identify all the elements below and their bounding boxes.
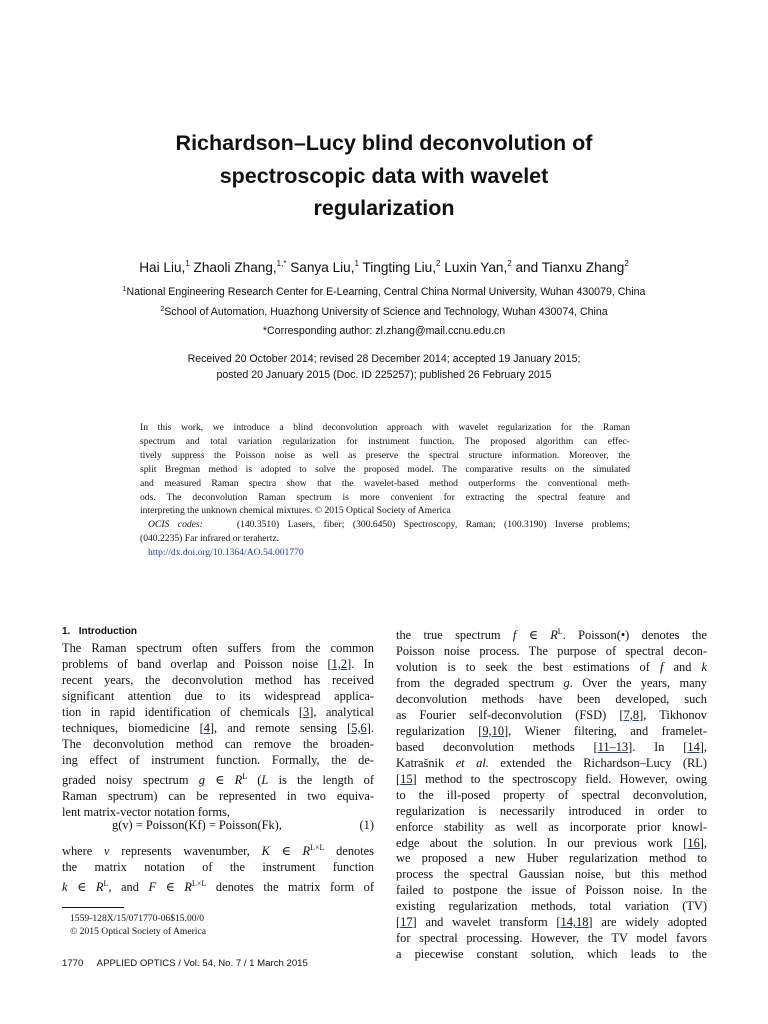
text-line: existing regularization methods, total variation (TV) (396, 899, 707, 914)
footnote-rule (62, 907, 124, 908)
issn-code: 1559-128X/15/071770-06$15.00/0 (70, 913, 205, 924)
text-line: deconvolution methods have been developed, such (396, 691, 707, 706)
author-affiliation-mark: 2 (507, 259, 512, 268)
text-line: as Fourier self-deconvolution (FSD) [7,8], Tikhonov (396, 707, 707, 722)
citation-link[interactable]: 17 (400, 915, 413, 930)
doi-link[interactable]: http://dx.doi.org/10.1364/AO.54.001770 (148, 547, 304, 559)
text-line: for spectral processing. However, the TV model favors (396, 931, 707, 946)
text-line: failed to postpone the issue of Poisson noise. In the (396, 883, 707, 898)
author-affiliation-mark: 1 (185, 259, 190, 268)
text-line: Raman spectrum) can be represented in two equiva- (62, 788, 374, 803)
text-line: process the spectral Gaussian noise, but this method (396, 867, 707, 882)
left-column-paragraph (62, 840, 374, 896)
author-affiliation-mark: 2 (436, 259, 441, 268)
author-name: Luxin Yan, (440, 260, 508, 275)
text-line: we proposed a new Huber regularization method to (396, 851, 707, 866)
text-line: significant attention due to its widespread applica- (62, 688, 374, 703)
equation-number: (1) (359, 818, 374, 832)
affiliation-text: School of Automation, Huazhong University of Science and Technology, Wuhan 430074, China (164, 306, 608, 318)
text-line: [15] method to the spectroscopy field. However, owing (396, 771, 707, 786)
citation-link[interactable]: 14,18 (560, 915, 589, 930)
ocis-label: OCIS codes: (148, 519, 203, 531)
text-line: a piecewise constant solution, which leads to the (396, 947, 707, 962)
left-column-paragraph (62, 641, 374, 821)
abstract-line: and measured Raman spectra show that the wavelet-based method outperforms the conventional meth- (140, 477, 630, 489)
abstract (140, 421, 630, 560)
abstract-line: In this work, we introduce a blind deconvolution approach with wavelet regularization for the Raman (140, 422, 630, 433)
text-line: the true spectrum f ∈ $R^L$. Poisson(•) denotes the (396, 627, 707, 643)
text-line: The Raman spectrum often suffers from the common (62, 641, 374, 655)
affiliation-mark: 2 (160, 306, 165, 313)
right-column-paragraph (396, 624, 707, 963)
author-name: Sanya Liu, (286, 260, 355, 275)
doi-line (140, 546, 630, 560)
abstract-line: tively suppress the Poisson noise as well as preserve the spectral structure information. Moreover, the (140, 449, 630, 461)
abstract-line: spectrum and total variation regularization for instrument function. The proposed algorithm can effec- (140, 435, 630, 447)
author-name: Zhaoli Zhang, (189, 260, 277, 275)
title-line: spectroscopic data with wavelet (219, 163, 549, 188)
text-line: from the degraded spectrum g. Over the years, many (396, 675, 707, 690)
text-line: to the ill-posed property of spectral deconvolution, (396, 787, 707, 802)
citation-link[interactable]: 7,8 (623, 707, 640, 722)
text-line: regularization is necessarily introduced in order to (396, 803, 707, 818)
paper-title (0, 127, 768, 225)
title-line: regularization (313, 196, 455, 220)
section-heading (62, 625, 137, 638)
author-name: Hai Liu, (139, 260, 186, 275)
history-line: Received 20 October 2014; revised 28 December 2014; accepted 19 January 2015; (187, 353, 581, 365)
author-name: and Tianxu Zhang (511, 260, 625, 275)
text-line: ing effect of instrument function. Formally, the de- (62, 752, 374, 767)
text-line: The deconvolution method can remove the broaden- (62, 736, 374, 751)
citation-link[interactable]: 14 (687, 739, 700, 754)
equation-expression: g(v) = Poisson(Kf) = Poisson(Fk), (112, 818, 282, 832)
citation-link[interactable]: 16 (687, 835, 700, 850)
corresponding-author: *Corresponding author: zl.zhang@mail.ccnu.edu.cn (262, 325, 506, 337)
text-line: Poisson noise process. The purpose of spectral decon- (396, 644, 707, 659)
citation-link[interactable]: 4 (203, 720, 210, 735)
text-line: volution is to seek the best estimations of f and k (396, 660, 707, 675)
text-line: [17] and wavelet transform [14,18] are widely adopted (396, 915, 707, 930)
ocis-codes-line: (040.2235) Far infrared or terahertz. (140, 533, 280, 545)
citation-link[interactable]: 11–13 (597, 739, 629, 754)
citation-link[interactable]: 1,2 (331, 656, 348, 671)
title-line: Richardson–Lucy blind deconvolution of (175, 131, 593, 155)
text-line: techniques, biomedicine [4], and remote sensing [5,6]. (62, 720, 374, 735)
running-footer (62, 958, 308, 970)
text-line: graded noisy spectrum g ∈ $R^L$ (L is the length of (62, 771, 374, 787)
author-name: Tingting Liu, (358, 260, 437, 275)
abstract-line: ods. The deconvolution Raman spectrum is more convenient for extracting the spectral feature and (140, 491, 630, 503)
text-line: edge about the solution. In our previous work [16], (396, 835, 707, 850)
publication-history (0, 352, 768, 383)
abstract-line: interpreting the unknown chemical mixtures. © 2015 Optical Society of America (140, 505, 451, 517)
affiliation-1 (0, 285, 768, 299)
affiliation-text: National Engineering Research Center for E-Learning, Central China Normal University, Wuhan 430079, China (126, 286, 646, 298)
history-line: posted 20 January 2015 (Doc. ID 225257); published 26 February 2015 (216, 368, 552, 381)
author-affiliation-mark: 2 (624, 259, 629, 268)
affiliation-2 (0, 305, 768, 319)
text-line: lent matrix-vector notation forms, (62, 804, 230, 819)
ocis-codes: (140.3510) Lasers, fiber; (300.6450) Spectroscopy, Raman; (100.3190) Inverse problems; (236, 519, 631, 531)
citation-link[interactable]: 3 (302, 704, 310, 719)
citation-link[interactable]: 15 (400, 771, 413, 786)
text-line: problems of band overlap and Poisson noise [1,2]. In (62, 656, 374, 671)
page-number: 1770 (62, 958, 84, 969)
citation-link[interactable]: 9,10 (482, 723, 505, 738)
text-line: regularization [9,10], Wiener filtering, and framelet- (396, 723, 707, 738)
text-line: the matrix notation of the instrument function (62, 860, 374, 875)
author-affiliation-mark: 1,* (276, 259, 287, 268)
abstract-line: split Bregman method is adopted to solve the proposed model. The comparative results on the simulated (140, 463, 630, 475)
text-line: based deconvolution methods [11–13]. In [14], (396, 739, 707, 754)
section-title: Introduction (78, 626, 138, 637)
text-line: k ∈ $R^L$, and F ∈ $R^{L\times L}$ denotes the matrix form of (62, 879, 374, 895)
math-symbol: g ∈ R (198, 772, 243, 787)
text-line: enforce stability as well as incorporate prior knowl- (396, 819, 707, 834)
citation-link[interactable]: 5,6 (351, 720, 367, 735)
copyright-notice: © 2015 Optical Society of America (70, 926, 206, 937)
text-line: tion in rapid identification of chemicals [3], analytical (62, 704, 374, 719)
text-line: recent years, the deconvolution method has received (62, 672, 374, 687)
ocis-codes-line (140, 518, 630, 532)
text-line: where v represents wavenumber, K ∈ $R^{L\times L}$ denotes (62, 843, 375, 859)
author-list (0, 258, 768, 278)
text-line: Katrašnik et al. extended the Richardson–Lucy (RL) (396, 755, 707, 770)
journal-citation: APPLIED OPTICS / Vol. 54, No. 7 / 1 March 2015 (96, 958, 308, 969)
author-affiliation-mark: 1 (354, 259, 359, 268)
section-number: 1. (62, 626, 71, 637)
affiliation-mark: 1 (122, 286, 127, 293)
